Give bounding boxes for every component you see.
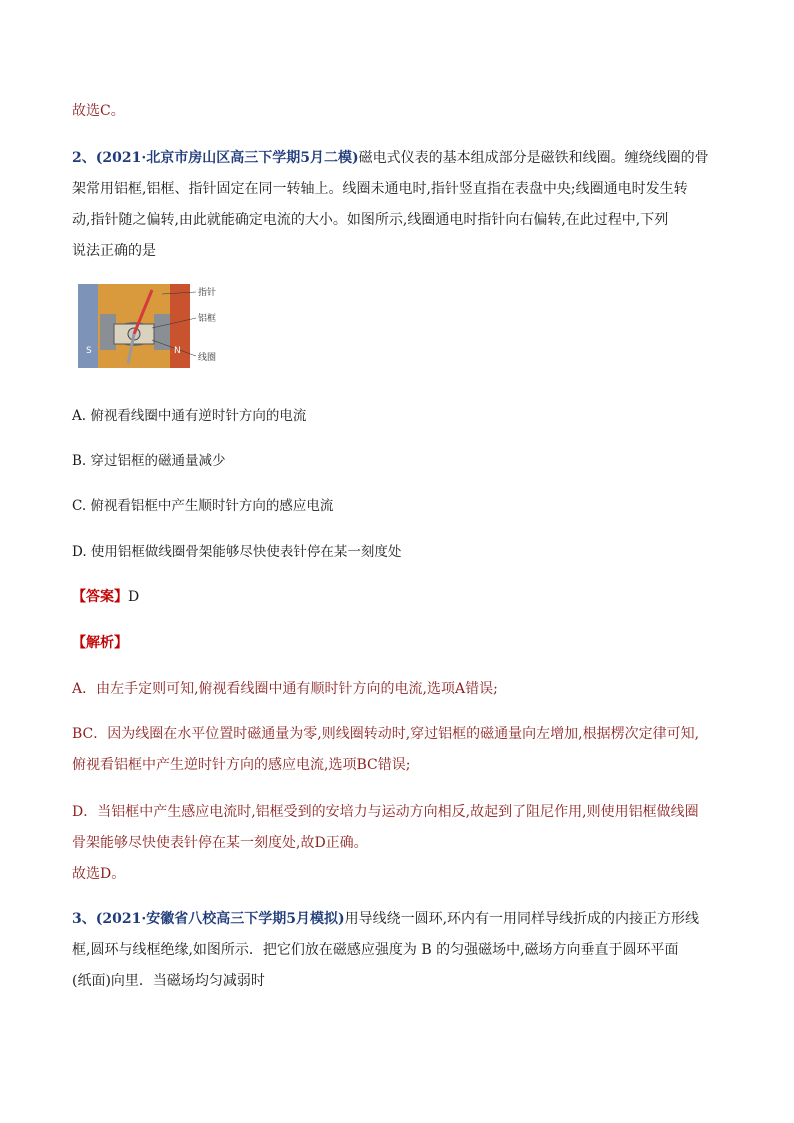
north-pole-label: N (174, 346, 181, 356)
option-b: B. 穿过铝框的磁通量减少 (72, 453, 226, 469)
question-source: (2021·安徽省八校高三下学期5月模拟) (95, 911, 345, 927)
prev-conclusion: 故选C。 (72, 103, 125, 119)
galvanometer-image (78, 284, 248, 372)
galvanometer-figure (78, 284, 248, 372)
aluminum-frame-label: 铝框 (198, 314, 217, 324)
option-c: C. 俯视看铝框中产生顺时针方向的感应电流 (72, 498, 334, 514)
question-number: 2、 (72, 150, 96, 166)
option-d: D. 使用铝框做线圈骨架能够尽快使表针停在某一刻度处 (72, 544, 402, 560)
analysis-line-5: 骨架能够尽快使表针停在某一刻度处,故D正确。 (72, 835, 368, 851)
analysis-line-1: A．由左手定则可知,俯视看线圈中通有顺时针方向的电流,选项A错误; (72, 681, 498, 697)
analysis-line-2: BC．因为线圈在水平位置时磁通量为零,则线圈转动时,穿过铝框的磁通量向左增加,根据楞次定律可知, (72, 726, 700, 742)
pointer-label: 指针 (198, 288, 217, 298)
coil-label: 线圈 (198, 353, 217, 363)
answer-value: D (128, 589, 140, 605)
question-text: 用导线绕一圆环,环内有一用同样导线折成的内接正方形线 (344, 911, 700, 927)
question-text: 磁电式仪表的基本组成部分是磁铁和线圈。缠绕线圈的骨 (358, 150, 709, 166)
answer-label: 【答案】 (72, 589, 128, 605)
analysis-line-4: D．当铝框中产生感应电流时,铝框受到的安培力与运动方向相反,故起到了阻尼作用,则使用铝框做线圈 (72, 804, 699, 820)
question-number: 3、 (72, 911, 96, 927)
option-a: A. 俯视看线圈中通有逆时针方向的电流 (72, 408, 307, 424)
question-2-line-1 (72, 148, 709, 168)
analysis-label: 【解析】 (72, 635, 128, 651)
question-3-line-3: (纸面)向里．当磁场均匀减弱时 (72, 973, 265, 989)
analysis-line-6: 故选D。 (72, 866, 126, 882)
question-3-line-2: 框,圆环与线框绝缘,如图所示．把它们放在磁感应强度为 B 的匀强磁场中,磁场方向垂直于圆环平面 (72, 942, 679, 958)
question-2-line-4: 说法正确的是 (72, 243, 156, 259)
question-source: (2021·北京市房山区高三下学期5月二模) (95, 150, 359, 166)
analysis-line-3: 俯视看铝框中产生逆时针方向的感应电流,选项BC错误; (72, 757, 411, 773)
answer-line (72, 587, 139, 607)
question-2-line-2: 架常用铝框,铝框、指针固定在同一转轴上。线圈未通电时,指针竖直指在表盘中央;线圈通电时发生转 (72, 181, 688, 197)
question-2-line-3: 动,指针随之偏转,由此就能确定电流的大小。如图所示,线圈通电时指针向右偏转,在此过程中,下列 (72, 212, 669, 228)
question-3-line-1 (72, 909, 699, 929)
south-pole-label: S (86, 346, 92, 356)
